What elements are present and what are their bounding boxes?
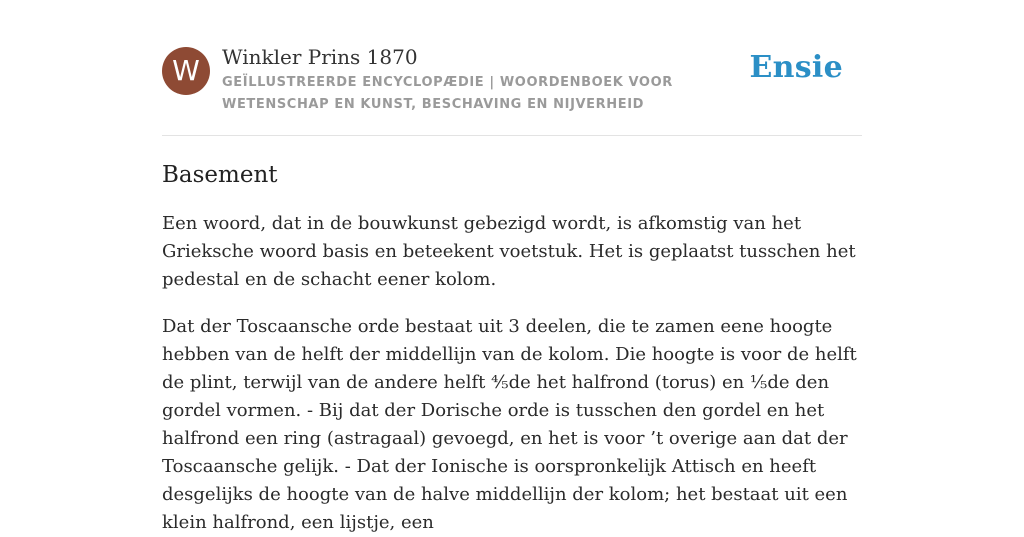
source-header: [162, 0, 862, 136]
entry-title: Basement: [162, 162, 278, 188]
entry-paragraph: Een woord, dat in de bouwkunst gebezigd wordt, is afkomstig van het Grieksche woord basis en beteekent voetstuk. Het is geplaatst tusschen het pedestal en de schacht eener kolom.: [162, 213, 856, 290]
entry-paragraph: Dat der Toscaansche orde bestaat uit 3 deelen, die te zamen eene hoogte hebben van de helft der middellijn van de kolom. Die hoogte is voor de helft de plint, terwijl van de andere helft ⅘de het halfrond (torus) en ⅕de den gordel vormen. - Bij dat der Dorische orde is tusschen den gordel en het halfrond een ring (astragaal) gevoegd, en het is voor ’t overige aan dat der Toscaansche gelijk. - Dat der Ionische is oorspronkelijk Attisch en heeft desgelijks de hoogte van de halve middellijn der kolom; het bestaat uit een klein halfrond, een lijstje, een: [162, 316, 857, 533]
source-avatar[interactable]: W: [162, 47, 210, 95]
ensie-logo[interactable]: Ensie: [749, 50, 843, 85]
entry-body: [162, 210, 862, 537]
page: [162, 0, 862, 533]
source-title[interactable]: Winkler Prins 1870: [222, 45, 418, 69]
source-subtitle: GEÏLLUSTREERDE ENCYCLOPÆDIE | WOORDENBOEK VOOR WETENSCHAP EN KUNST, BESCHAVING EN NIJVERHEID: [222, 75, 673, 112]
